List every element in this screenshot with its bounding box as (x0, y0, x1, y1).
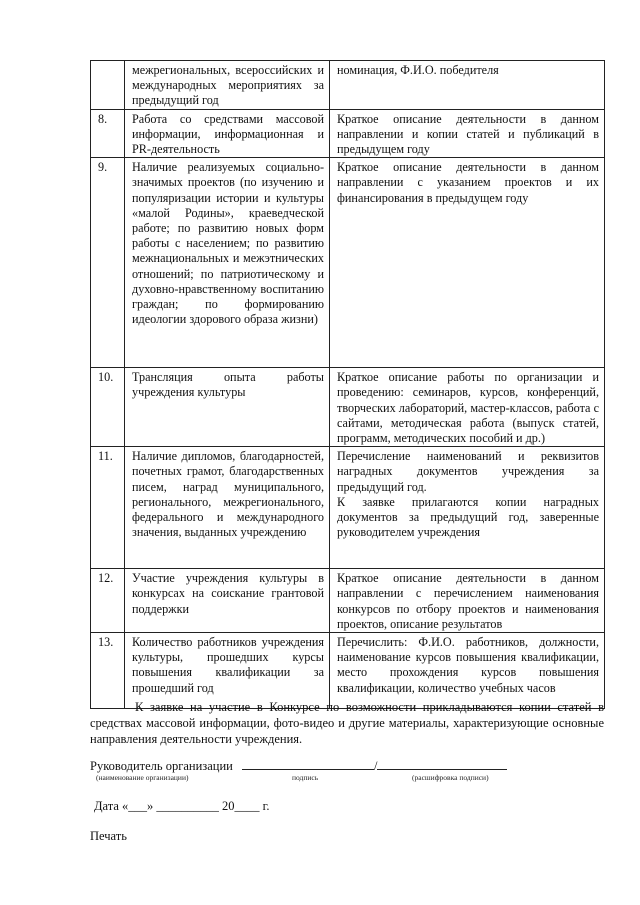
criterion-cell: Наличие реализуемых социально-значимых проектов (по изучению и популяризации истории и культуры «малой Родины», краеведческой работе; по развитию новых форм работы с населением; по развитию межнациональных и межэтнических отношений; по патриотическому и духовно-нравственному воспитанию граждан; по формированию идеологии здорового образа жизни) (125, 158, 330, 368)
table-row (91, 569, 605, 633)
table-row (91, 109, 605, 158)
row-number: 9. (91, 158, 125, 368)
signature-blank (242, 758, 374, 770)
criterion-cell: межрегиональных, всероссийских и международных мероприятиях за предыдущий год (125, 61, 330, 110)
table-row (91, 368, 605, 447)
row-number: 12. (91, 569, 125, 633)
criteria-table-body (91, 61, 605, 709)
criterion-cell: Наличие дипломов, благодарностей, почетных грамот, благодарственных писем, наград муниципального, регионального, межрегионального, федерального и международного значения, выданных учреждению (125, 447, 330, 569)
row-number: 8. (91, 109, 125, 158)
hint-organization: (наименование организации) (96, 773, 189, 782)
documents-cell: Краткое описание деятельности в данном направлении с перечислением наименования конкурсов по отбору проектов и наименования проектов, описание результатов (330, 569, 605, 633)
row-number: 11. (91, 447, 125, 569)
signature-decode-blank (377, 758, 507, 770)
documents-cell: Перечислить: Ф.И.О. работников, должности, наименование курсов повышения квалификации, место прохождения курсов повышения квалификации, количество учебных часов (330, 633, 605, 709)
documents-cell: Краткое описание работы по организации и проведению: семинаров, курсов, конференций, творческих лабораторий, мастер-классов, работа с сайтами, методическая работа (выпуск статей, программ, методических пособий и др.) (330, 368, 605, 447)
table-row (91, 158, 605, 368)
documents-cell: номинация, Ф.И.О. победителя (330, 61, 605, 110)
row-number: 13. (91, 633, 125, 709)
criteria-table (90, 60, 605, 709)
hint-decode: (расшифровка подписи) (412, 773, 489, 782)
criterion-cell: Участие учреждения культуры в конкурсах на соискание грантовой поддержки (125, 569, 330, 633)
criterion-cell: Количество работников учреждения культуры, прошедших курсы повышения квалификации за прошедший год (125, 633, 330, 709)
table-row (91, 61, 605, 110)
row-number: 10. (91, 368, 125, 447)
criterion-cell: Трансляция опыта работы учреждения культуры (125, 368, 330, 447)
stamp-label: Печать (90, 829, 127, 843)
documents-cell: Краткое описание деятельности в данном направлении и копии статей и публикаций в предыдущем году (330, 109, 605, 158)
documents-cell: Краткое описание деятельности в данном направлении с указанием проектов и их финансирования в предыдущем году (330, 158, 605, 368)
hint-signature: подпись (292, 773, 319, 782)
table-row (91, 447, 605, 569)
table-row (91, 633, 605, 709)
signature-label: Руководитель организации (90, 759, 233, 773)
row-number (91, 61, 125, 110)
criterion-cell: Работа со средствами массовой информации, информационная и PR-деятельность (125, 109, 330, 158)
documents-cell: Перечисление наименований и реквизитов наградных документов учреждения за предыдущий год. К заявке прилагаются копии наградных документов за предыдущий год, заверенные руководителем учреждения (330, 447, 605, 569)
attachment-note: К заявке на участие в Конкурсе по возможности прикладываются копии статей в средствах массовой информации, фото-видео и другие материалы, характеризующие основные направления деятельности учреждения. (90, 700, 604, 746)
signature-slash: / (373, 759, 378, 773)
date-line: Дата «___» __________ 20____ г. (94, 799, 270, 813)
signature-line (90, 758, 507, 774)
